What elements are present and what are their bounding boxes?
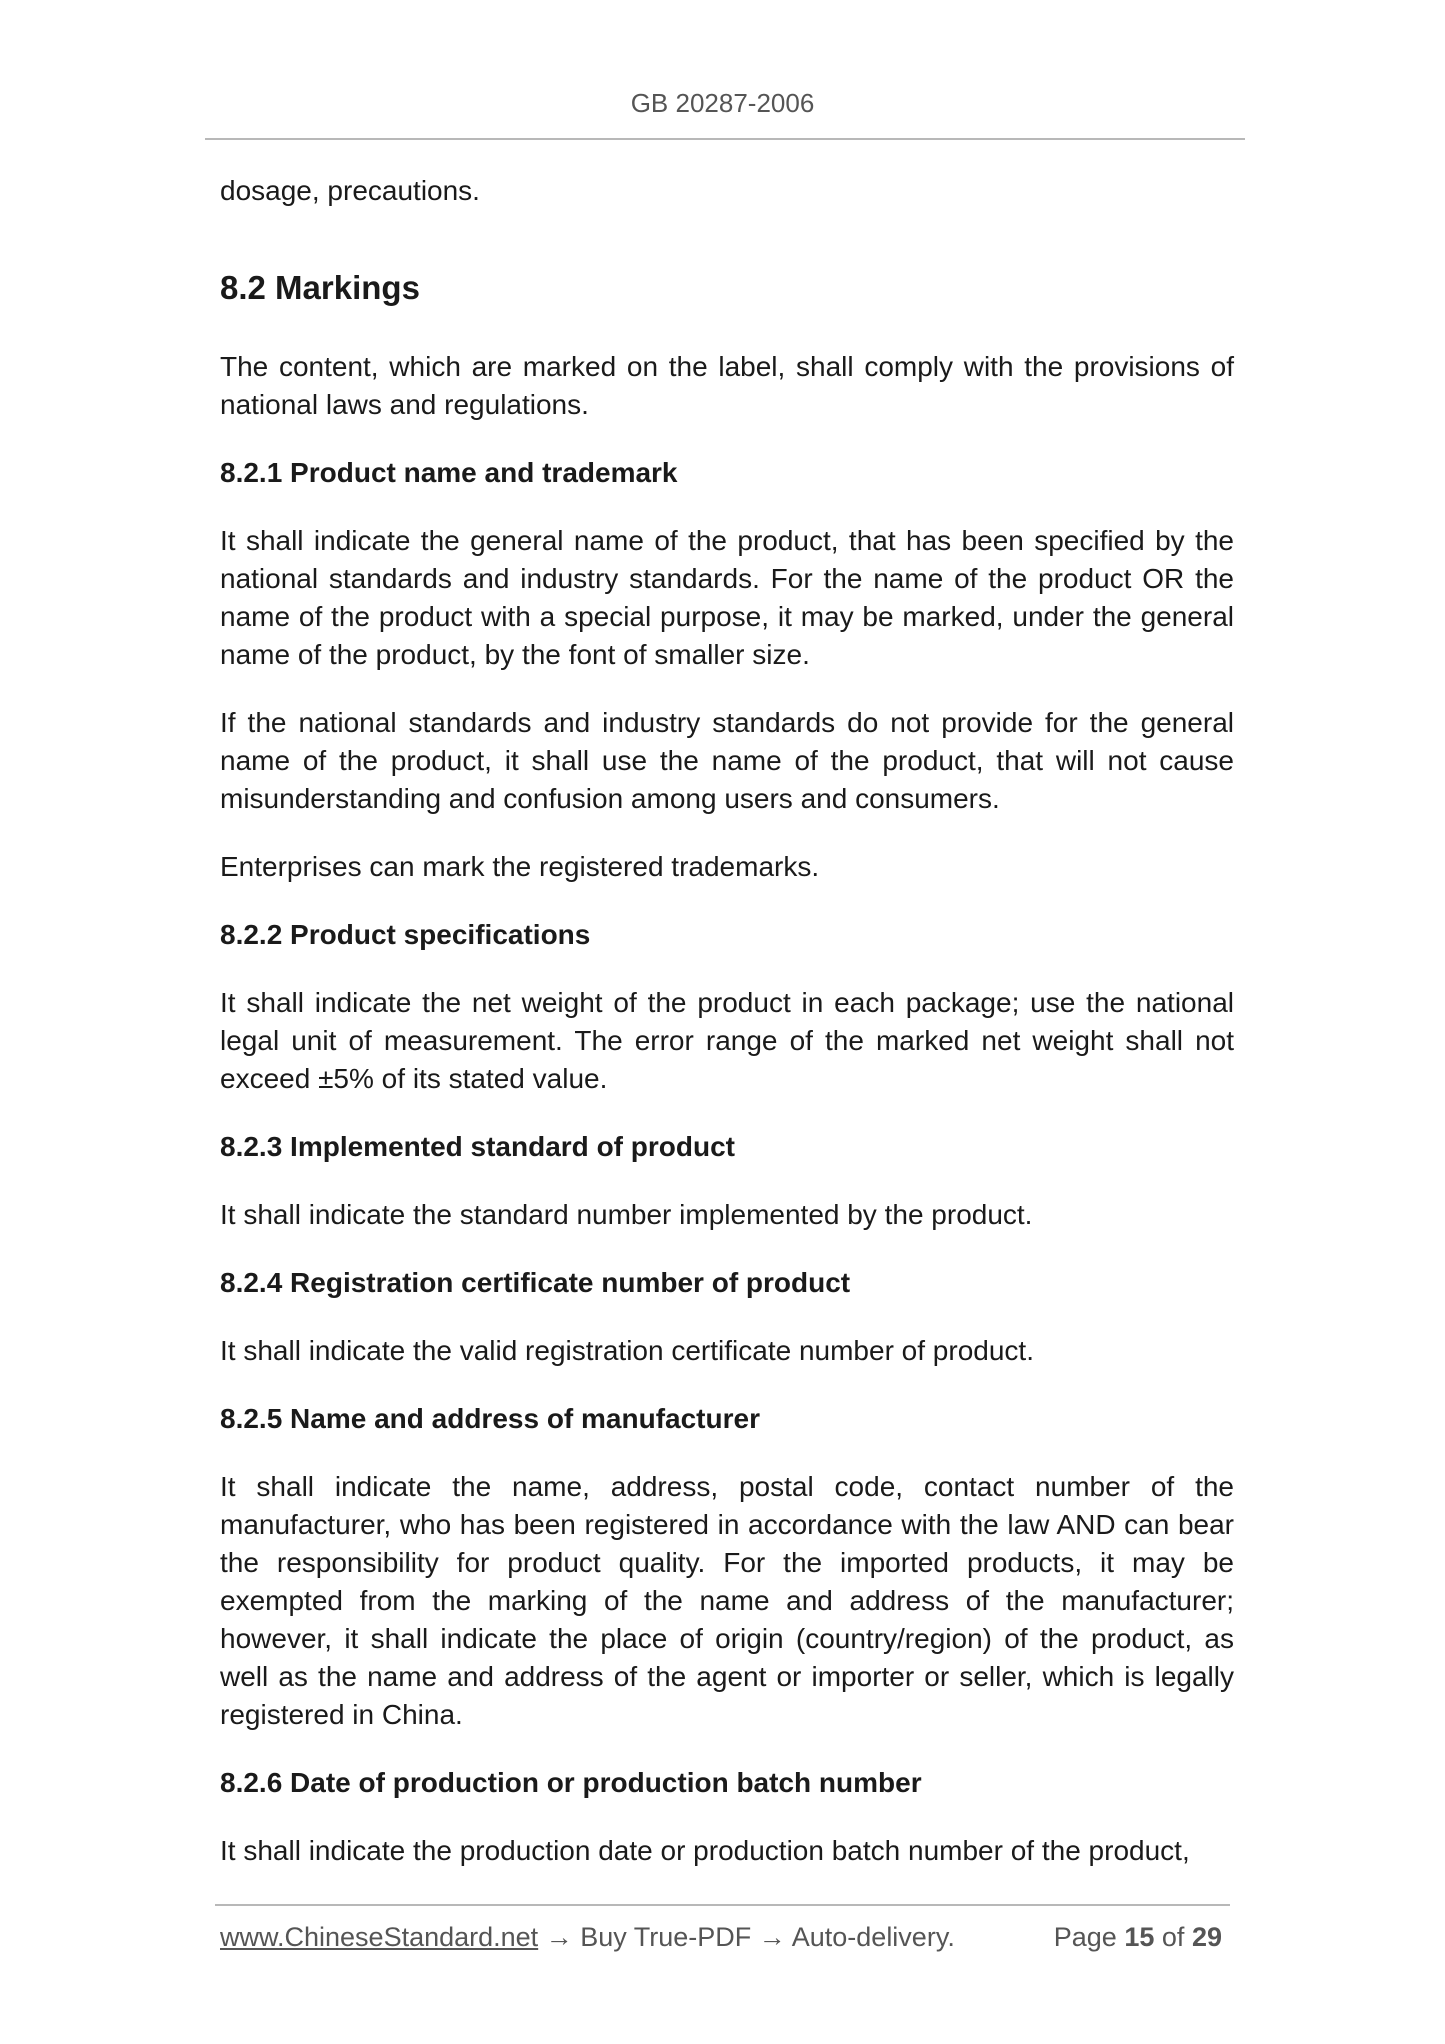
footer-divider [215, 1904, 1230, 1906]
paragraph: Enterprises can mark the registered trademarks. [220, 851, 820, 882]
paragraph: It shall indicate the name, address, postal code, contact number of the manufacturer, who has been registered in accordance with the law AND can bear the responsibility for product quality. For the imported products, it may be exempted from the marking of the name and address of the manufacturer; however, it shall indicate the place of origin (country/region) of the product, as well as the name and address of the agent or importer or seller, which is legally registered in China. [220, 1471, 1234, 1730]
carryover-text: dosage, precautions. [220, 175, 480, 206]
paragraph: It shall indicate the standard number implemented by the product. [220, 1199, 1033, 1230]
footer-tagline: → Buy True-PDF → Auto-delivery. [538, 1922, 955, 1952]
page-label: Page [1053, 1922, 1117, 1952]
paragraph: It shall indicate the general name of the product, that has been specified by the national standards and industry standards. For the name of the product OR the name of the product with a special purpose, it may be marked, under the general name of the product, by the font of smaller size. [220, 525, 1234, 670]
subsection-heading-8-2-1: 8.2.1 Product name and trademark [220, 457, 678, 488]
paragraph: It shall indicate the net weight of the product in each package; use the national legal unit of measurement. The error range of the marked net weight shall not exceed ±5% of its stated value. [220, 987, 1234, 1094]
website-link[interactable]: www.ChineseStandard.net [220, 1922, 539, 1952]
current-page-number: 15 [1124, 1922, 1155, 1952]
subsection-heading-8-2-5: 8.2.5 Name and address of manufacturer [220, 1403, 760, 1434]
subsection-heading-8-2-3: 8.2.3 Implemented standard of product [220, 1131, 735, 1162]
page-content [220, 172, 1234, 1900]
page-footer [220, 1922, 1230, 1953]
subsection-heading-8-2-6: 8.2.6 Date of production or production batch number [220, 1767, 922, 1798]
total-pages-number: 29 [1191, 1922, 1222, 1952]
subsection-heading-8-2-2: 8.2.2 Product specifications [220, 919, 591, 950]
of-label: of [1161, 1922, 1185, 1952]
header-divider [205, 138, 1245, 140]
document-id-header: GB 20287-2006 [630, 88, 815, 118]
paragraph: It shall indicate the valid registration certificate number of product. [220, 1335, 1034, 1366]
paragraph: If the national standards and industry standards do not provide for the general name of the product, it shall use the name of the product, that will not cause misunderstanding and confusion among users and consumers. [220, 707, 1234, 814]
page-indicator [1054, 1922, 1222, 1953]
subsection-heading-8-2-4: 8.2.4 Registration certificate number of product [220, 1267, 851, 1298]
section-heading: 8.2 Markings [220, 269, 420, 306]
section-intro: The content, which are marked on the label, shall comply with the provisions of national laws and regulations. [220, 351, 1234, 420]
paragraph: It shall indicate the production date or production batch number of the product, [220, 1835, 1190, 1866]
